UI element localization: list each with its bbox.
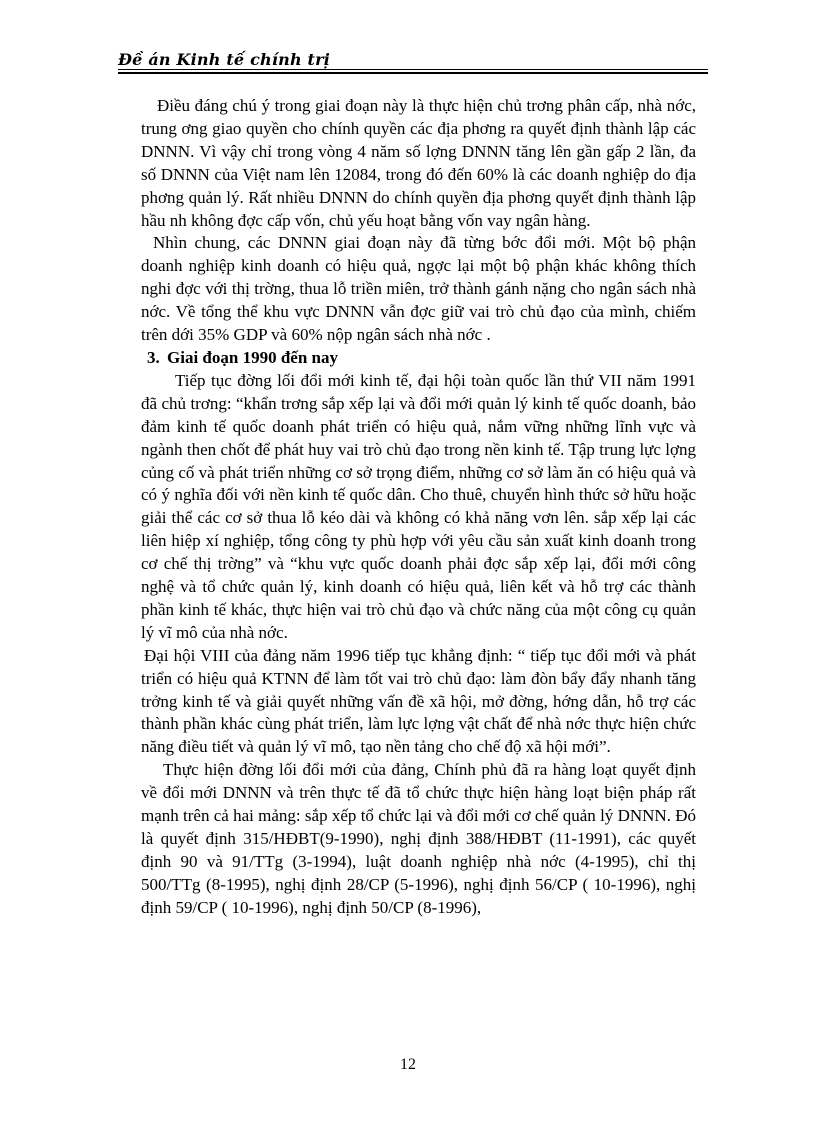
paragraph-5: Thực hiện đờng lối đổi mới của đảng, Chính phủ đã ra hàng loạt quyết định về đổi mới DNNN và trên thực tế đã tổ chức thực hiện hàng loạt biện pháp rất mạnh trên cả hai mảng: sắp xếp tổ chức lại và đổi mới cơ chế quản lý DNNN. Đó là quyết định 315/HĐBT(9-1990), nghị định 388/HĐBT (11-1991), các quyết định 90 và 91/TTg (3-1994), luật doanh nghiệp nhà nớc (4-1995), chỉ thị 500/TTg (8-1995), nghị định 28/CP (5-1996), nghị định 56/CP ( 10-1996), nghị định 59/CP ( 10-1996), nghị định 50/CP (8-1996), [141,760,696,917]
paragraph-3: Tiếp tục đờng lối đổi mới kinh tế, đại hội toàn quốc lần thứ VII năm 1991 đã chủ trơng: “khẩn trơng sắp xếp lại và đổi mới quản lý kinh tế quốc doanh, bảo đảm kinh tế quốc doanh phát triển có hiệu quả, nắm vững những lĩnh vực và ngành then chốt để phát huy vai trò chủ đạo trong nền kinh tế. Tập trung lực lợng củng cố và phát triển những cơ sở trọng điểm, những cơ sở làm ăn có hiệu quả và có ý nghĩa đối với nền kinh tế quốc dân. Cho thuê, chuyển hình thức sở hữu hoặc giải thể các cơ sở thua lỗ kéo dài và không có khả năng vơn lên. sắp xếp lại các liên hiệp xí nghiệp, tổng công ty phù hợp với yêu cầu sản xuất kinh doanh trong cơ chế thị trờng” và “khu vực quốc doanh phải đợc sắp xếp lại, đổi mới công nghệ và tổ chức quản lý, kinh doanh có hiệu quả, liên kết và hỗ trợ các thành phần kinh tế khác, thực hiện vai trò chủ đạo và chức năng của một công cụ quản lý vĩ mô của nhà nớc. [141,370,696,642]
section-heading [141,347,696,370]
page-number: 12 [400,1056,416,1073]
header-title: Đề án Kinh tế chính trị [118,50,331,69]
section-title: Giai đoạn 1990 đến nay [167,347,338,367]
header-rule [118,69,708,70]
paragraph-4: Đại hội VIII của đảng năm 1996 tiếp tục khẳng định: “ tiếp tục đổi mới và phát triển có hiệu quả KTNN để làm tốt vai trò chủ đạo: làm đòn bẩy đẩy nhanh tăng trởng kinh tế và giải quyết những vấn đề xã hội, mở đờng, hớng dẫn, hỗ trợ các thành phần khác cùng phát triển, làm lực lợng vật chất để nhà nớc thực hiện chức năng điều tiết và quản lý vĩ mô, tạo nền tảng cho chế độ xã hội mới”. [141,645,696,757]
body-text [141,95,696,920]
paragraph-1: Điều đáng chú ý trong giai đoạn này là thực hiện chủ trơng phân cấp, nhà nớc, trung ơng giao quyền cho chính quyền các địa phơng ra quyết định thành lập các DNNN. Vì vậy chỉ trong vòng 4 năm số lợng DNNN tăng lên gần gấp 2 lần, đa số DNNN của Việt nam lên 12084, trong đó đến 60% là các doanh nghiệp do địa phơng quản lý. Rất nhiều DNNN do chính quyền địa phơng quyết định thành lập hầu nh không đợc cấp vốn, chủ yếu hoạt bằng vốn vay ngân hàng. [141,96,696,230]
header-rule-thick [118,72,708,74]
section-number: 3. [147,347,160,367]
paragraph-2: Nhìn chung, các DNNN giai đoạn này đã từng bớc đổi mới. Một bộ phận doanh nghiệp kinh doanh có hiệu quả, ngợc lại một bộ phận khác không thích nghi đợc với thị trờng, thua lỗ triền miên, trở thành gánh nặng cho ngân sách nhà nớc. Về tổng thể khu vực DNNN vẫn đợc giữ vai trò chủ đạo của mình, chiếm trên dới 35% GDP và 60% nộp ngân sách nhà nớc . [141,233,696,345]
page-header [118,48,708,74]
